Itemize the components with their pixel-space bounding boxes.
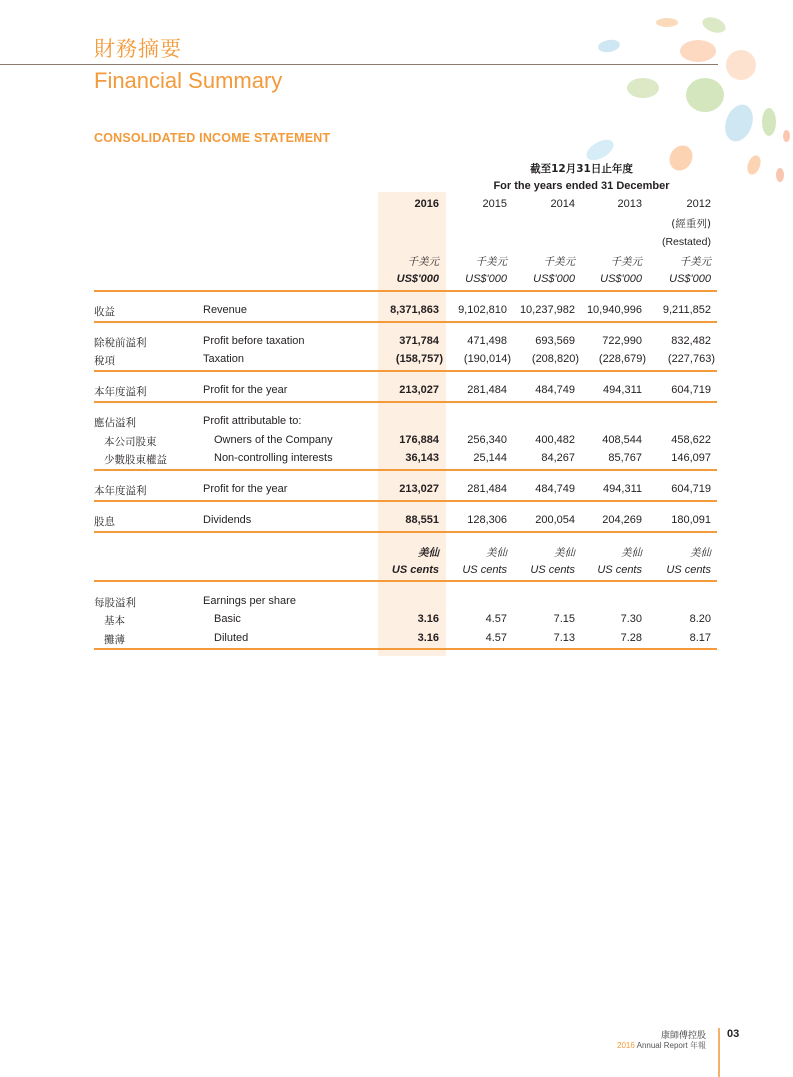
report-name-chinese: 年報: [690, 1041, 706, 1050]
restated-label-chinese: (經重列): [671, 218, 711, 230]
restated-label: (Restated): [661, 236, 711, 248]
value-2013: 10,940,996: [586, 304, 642, 316]
value-2015: 281,484: [467, 384, 507, 396]
unit-label-chinese: 美仙: [621, 547, 642, 559]
value-2016: 213,027: [399, 483, 439, 495]
value-2014: 7.15: [553, 613, 575, 625]
unit-label-chinese: 美仙: [690, 547, 711, 559]
value-2012: 458,622: [671, 434, 711, 446]
value-2013: 722,990: [602, 335, 642, 347]
row-label: Non-controlling interests: [214, 452, 333, 464]
value-2012: (227,763): [667, 353, 715, 365]
unit-label-chinese: 美仙: [486, 547, 507, 559]
value-2012: 604,719: [671, 483, 711, 495]
value-2012: 8.20: [689, 613, 711, 625]
value-2014: 84,267: [541, 452, 575, 464]
title-divider: [0, 64, 718, 65]
unit-label: US$'000: [600, 273, 642, 285]
value-2015: 4.57: [485, 632, 507, 644]
value-2012: 8.17: [689, 632, 711, 644]
unit-label-chinese: 千美元: [610, 256, 642, 268]
unit-label: US cents: [462, 564, 507, 576]
value-2013: 408,544: [602, 434, 642, 446]
value-2014: 484,749: [535, 483, 575, 495]
value-2014: 10,237,982: [519, 304, 575, 316]
unit-label: US$'000: [396, 273, 439, 285]
row-label-chinese: 股息: [94, 516, 115, 528]
year-label: 2013: [617, 198, 642, 210]
row-label: Taxation: [203, 353, 244, 365]
value-2016: 371,784: [399, 335, 439, 347]
value-2016: 3.16: [417, 613, 439, 625]
value-2013: 204,269: [602, 514, 642, 526]
unit-label-chinese: 美仙: [554, 547, 575, 559]
footer-divider: [718, 1028, 720, 1077]
row-label-chinese: 除稅前溢利: [94, 337, 147, 349]
table-rule: [94, 370, 717, 372]
value-2014: 200,054: [535, 514, 575, 526]
table-rule: [94, 401, 717, 403]
value-2013: 7.30: [620, 613, 642, 625]
row-label-chinese: 應佔溢利: [94, 417, 136, 429]
period-label: For the years ended 31 December: [493, 180, 670, 192]
page-title-chinese: 財務摘要: [94, 37, 182, 61]
unit-label: US cents: [666, 564, 711, 576]
row-label: Diluted: [214, 632, 249, 644]
year-label: 2016: [414, 198, 439, 210]
value-2015: 256,340: [467, 434, 507, 446]
value-2013: 7.28: [620, 632, 642, 644]
value-2016: 213,027: [399, 384, 439, 396]
value-2016: 88,551: [405, 514, 439, 526]
value-2013: (228,679): [598, 353, 646, 365]
unit-label: US$'000: [533, 273, 575, 285]
value-2015: 471,498: [467, 335, 507, 347]
value-2016: 8,371,863: [390, 304, 439, 316]
value-2015: 4.57: [485, 613, 507, 625]
value-2015: 128,306: [467, 514, 507, 526]
value-2014: 693,569: [535, 335, 575, 347]
table-rule: [94, 321, 717, 323]
year-label: 2015: [482, 198, 507, 210]
report-year: 2016: [617, 1041, 635, 1050]
row-label-chinese: 本年度溢利: [94, 386, 147, 398]
page-number: 03: [727, 1028, 740, 1040]
unit-label-chinese: 千美元: [407, 256, 439, 268]
table-rule: [94, 469, 717, 471]
unit-label-chinese: 千美元: [679, 256, 711, 268]
value-2014: (208,820): [531, 353, 579, 365]
table-rule: [94, 580, 717, 582]
value-2013: 85,767: [608, 452, 642, 464]
value-2015: 281,484: [467, 483, 507, 495]
row-label-chinese: 本公司股東: [104, 436, 157, 448]
section-title: CONSOLIDATED INCOME STATEMENT: [94, 131, 331, 145]
row-label: Owners of the Company: [214, 434, 333, 446]
unit-label: US$'000: [669, 273, 711, 285]
value-2013: 494,311: [603, 384, 642, 396]
row-label-chinese: 少數股東權益: [104, 454, 167, 466]
value-2016: 36,143: [405, 452, 439, 464]
value-2013: 494,311: [603, 483, 642, 495]
row-label: Profit for the year: [203, 483, 288, 495]
value-2014: 484,749: [535, 384, 575, 396]
value-2012: 180,091: [671, 514, 711, 526]
value-2012: 146,097: [671, 452, 711, 464]
unit-label-chinese: 千美元: [475, 256, 507, 268]
report-label: [617, 1040, 706, 1051]
value-2012: 604,719: [671, 384, 711, 396]
unit-label: US cents: [530, 564, 575, 576]
unit-label: US cents: [597, 564, 642, 576]
row-label: Revenue: [203, 304, 248, 316]
year-label: 2012: [686, 198, 711, 210]
unit-label-chinese: 美仙: [418, 547, 439, 559]
row-label: Earnings per share: [203, 595, 296, 607]
table-rule: [94, 648, 717, 650]
value-2012: 9,211,852: [662, 304, 711, 316]
company-name: 康師傅控股: [660, 1031, 706, 1041]
row-label-chinese: 攤薄: [104, 634, 125, 646]
unit-label-chinese: 千美元: [543, 256, 575, 268]
value-2014: 7.13: [553, 632, 575, 644]
row-label: Profit before taxation: [203, 335, 305, 347]
unit-label: US cents: [391, 564, 439, 576]
value-2015: (190,014): [463, 353, 511, 365]
period-label-chinese: 截至12月31日止年度: [530, 163, 633, 175]
row-label-chinese: 稅項: [94, 355, 115, 367]
row-label-chinese: 本年度溢利: [94, 485, 147, 497]
year-label: 2014: [550, 198, 575, 210]
row-label: Profit for the year: [203, 384, 288, 396]
page-title: Financial Summary: [94, 68, 283, 93]
row-label: Dividends: [203, 514, 252, 526]
value-2016: 176,884: [399, 434, 439, 446]
table-rule: [94, 531, 717, 533]
table-rule: [94, 500, 717, 502]
value-2015: 9,102,810: [458, 304, 507, 316]
row-label-chinese: 每股溢利: [94, 597, 136, 609]
value-2016: 3.16: [417, 632, 439, 644]
value-2012: 832,482: [671, 335, 711, 347]
report-name: Annual Report: [636, 1041, 688, 1050]
value-2014: 400,482: [535, 434, 575, 446]
row-label-chinese: 收益: [94, 306, 115, 318]
unit-label: US$'000: [465, 273, 507, 285]
value-2016: (158,757): [395, 353, 443, 365]
table-rule: [94, 290, 717, 292]
row-label: Basic: [214, 613, 241, 625]
row-label: Profit attributable to:: [203, 415, 302, 427]
value-2015: 25,144: [473, 452, 507, 464]
row-label-chinese: 基本: [104, 615, 125, 627]
